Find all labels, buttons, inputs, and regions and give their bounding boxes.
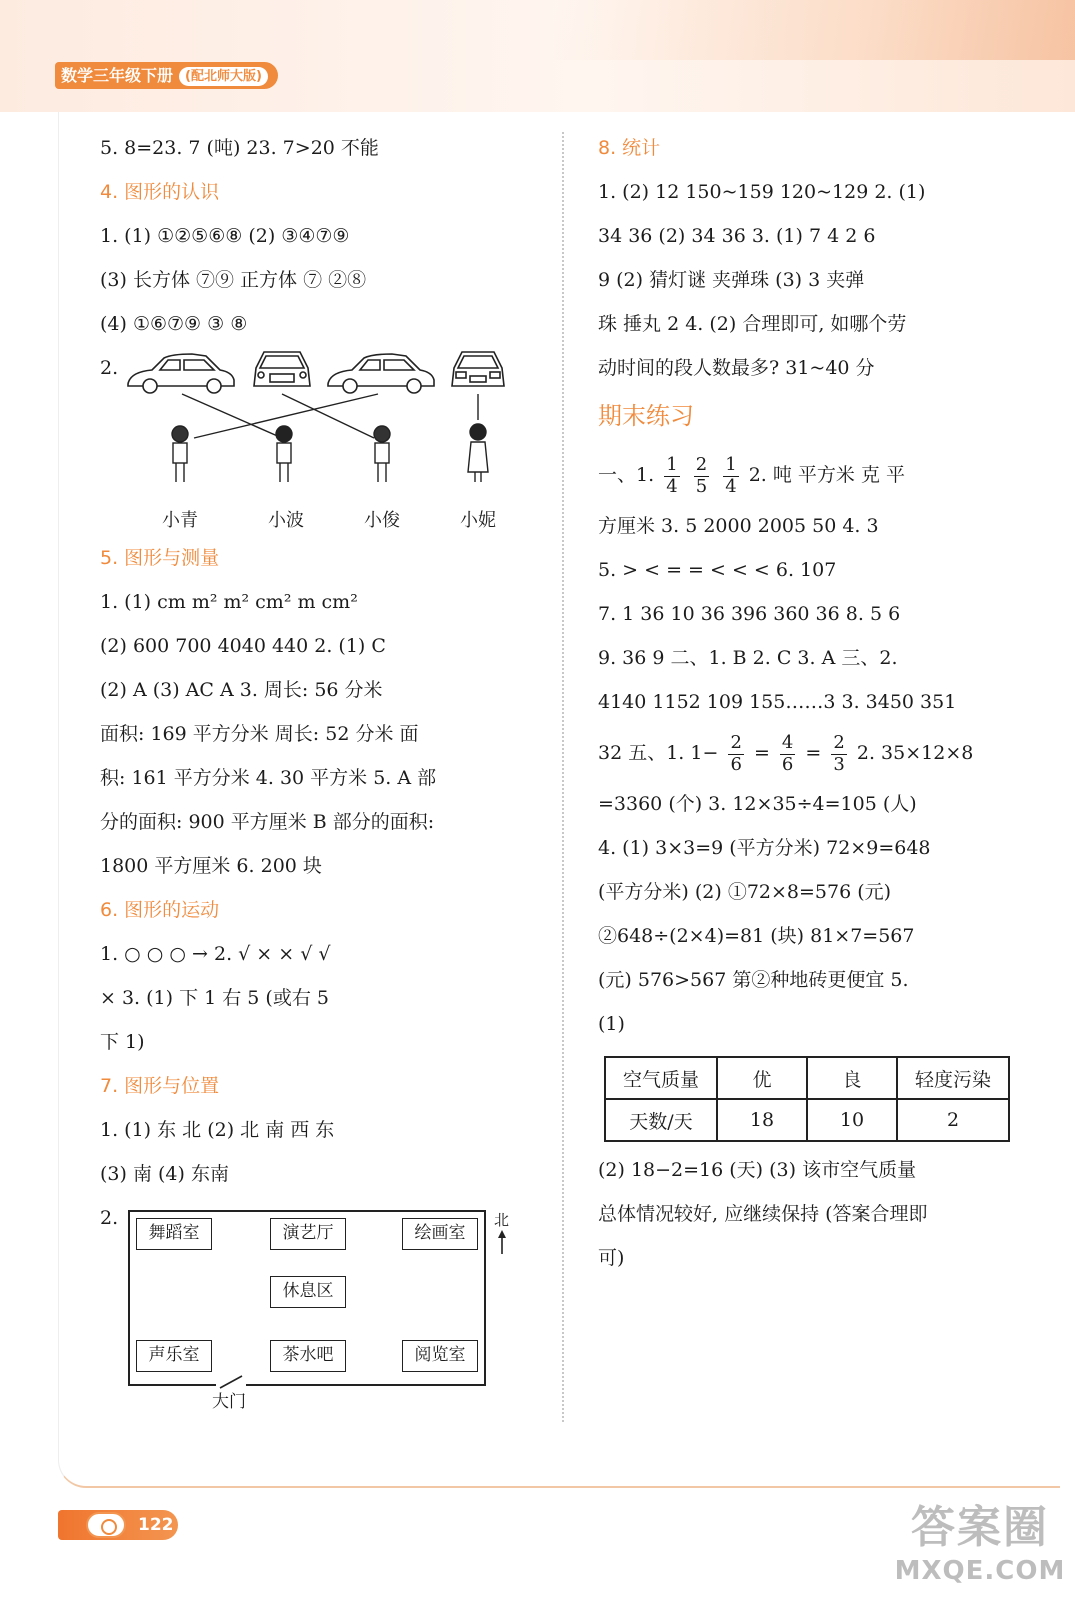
room-label: 茶水吧 [270,1340,346,1372]
site-watermark [890,1500,1070,1596]
numerator: 2 [695,453,708,475]
answer-line: 1. (1) ①②⑤⑥⑧ (2) ③④⑦⑨ [100,225,350,247]
child-icon [276,426,292,482]
fraction [723,455,738,497]
table-cell: 10 [807,1099,897,1141]
car-matching-figure [100,346,540,536]
answer-line: 7. 1 36 10 36 396 360 36 8. 5 6 [598,603,901,625]
match-line [182,394,282,438]
answer-line [598,724,1028,782]
fraction [664,455,679,497]
table-cell: 天数/天 [605,1099,717,1141]
answer-line: 5. 8=23. 7 (吨) 23. 7>20 不能 [100,137,379,159]
header-band [0,0,1075,112]
section-heading: 5. 图形与测量 [100,547,220,569]
question-number: 2. [100,357,119,379]
answer-line: (3) 南 (4) 东南 [100,1163,229,1185]
question-number: 2. [100,1207,119,1229]
answer-line: 9 (2) 猜灯谜 夹弹珠 (3) 3 夹弹 [598,269,865,291]
answer-text: 32 五、1. 1− [598,742,719,764]
north-label: 北 [494,1211,510,1229]
book-title: 数学三年级下册 [61,66,174,85]
car-rear-icon [452,352,504,386]
answer-line: (平方分米) (2) ①72×8=576 (元) [598,881,892,903]
table-header-row [605,1057,1009,1099]
section-heading: 7. 图形与位置 [100,1075,220,1097]
answer-line: =3360 (个) 3. 12×35÷4=105 (人) [598,793,917,815]
watermark-url: MXQE.COM [894,1556,1066,1586]
child-name: 小波 [268,510,304,531]
answer-line: 5. > < = = < < < 6. 107 [598,559,837,581]
numerator: 2 [730,731,742,753]
watermark-title: 答案圈 [911,1502,1049,1553]
answer-line: 4140 1152 109 155……3 3. 3450 351 [598,691,957,713]
answer-line: (元) 576>567 第②种地砖更便宜 5. [598,969,909,991]
fraction [831,733,846,775]
section-heading: 8. 统计 [598,137,661,159]
room-label: 绘画室 [402,1218,478,1250]
north-arrow-icon [496,1228,508,1254]
match-line [282,394,374,438]
answer-line: 1. (1) cm m² m² cm² m cm² [100,591,358,613]
answer-text: 一、1. [598,464,655,486]
answer-line: (1) [598,1013,625,1035]
answer-line: 34 36 (2) 34 36 3. (1) 7 4 2 6 [598,225,876,247]
answer-line: ②648÷(2×4)=81 (块) 81×7=567 [598,925,915,947]
equals-sign: = [805,742,822,764]
answer-line: (2) A (3) AC A 3. 周长: 56 分米 [100,679,383,701]
air-quality-table [604,1056,1010,1142]
denominator: 4 [725,475,737,497]
answer-line: 总体情况较好, 应继续保持 (答案合理即 [598,1203,928,1225]
room-label: 舞蹈室 [136,1218,212,1250]
section-heading: 4. 图形的认识 [100,181,220,203]
right-column [598,126,1028,1280]
room-label: 阅览室 [402,1340,478,1372]
child-icon [172,426,188,482]
answer-line: 下 1) [100,1031,145,1053]
table-cell: 空气质量 [605,1057,717,1099]
child-icon [374,426,390,482]
answer-line: 1. (2) 12 150~159 120~129 2. (1) [598,181,926,203]
table-cell: 优 [717,1057,807,1099]
answer-line: 珠 捶丸 2 4. (2) 合理即可, 如哪个劳 [598,313,907,335]
numerator: 1 [725,453,737,475]
car-side-icon [128,354,234,393]
book-edition: (配北师大版) [179,67,268,86]
answer-line: 1. (1) 东 北 (2) 北 南 西 东 [100,1119,335,1141]
answer-line: 9. 36 9 二、1. B 2. C 3. A 三、2. [598,647,898,669]
denominator: 6 [781,753,794,775]
answer-text: 2. 吨 平方米 克 平 [748,464,905,486]
answer-line: 1. ○ ○ ○ → 2. √ × × √ √ [100,943,331,965]
answer-line: × 3. (1) 下 1 右 5 (或右 5 [100,987,329,1009]
car-front-icon [254,352,310,386]
floor-plan-figure [100,1196,540,1412]
denominator: 3 [833,753,845,775]
left-column [100,126,540,1412]
table-cell: 18 [717,1099,807,1141]
denominator: 6 [730,753,742,775]
answer-line: 动时间的段人数最多? 31~40 分 [598,357,875,379]
child-name: 小俊 [364,510,400,531]
page-badge-icon [86,1512,126,1538]
answer-line: 4. (1) 3×3=9 (平方分米) 72×9=648 [598,837,931,859]
answer-line: 积: 161 平方分米 4. 30 平方米 5. A 部 [100,767,437,789]
table-row [605,1099,1009,1141]
page-number: 122 [138,1515,174,1535]
room-label: 声乐室 [136,1340,212,1372]
section-heading: 6. 图形的运动 [100,899,220,921]
answer-line: 可) [598,1247,625,1269]
gate-label: 大门 [212,1392,246,1412]
car-side-icon [328,354,434,393]
answer-line: 1800 平方厘米 6. 200 块 [100,855,322,877]
room-label: 休息区 [270,1276,346,1308]
answer-line: (2) 600 700 4040 440 2. (1) C [100,635,386,657]
table-cell: 轻度污染 [897,1057,1009,1099]
column-divider [562,132,564,1422]
numerator: 1 [666,453,678,475]
fraction [694,455,709,497]
answer-line: 分的面积: 900 平方厘米 B 部分的面积: [100,811,435,833]
fraction [780,733,795,775]
numerator: 2 [833,731,845,753]
numerator: 4 [781,731,794,753]
final-practice-heading: 期末练习 [598,402,694,430]
denominator: 5 [695,475,708,497]
answer-line: 面积: 169 平方分米 周长: 52 分米 面 [100,723,419,745]
answer-text: 2. 35×12×8 [856,742,974,764]
answer-line: (4) ①⑥⑦⑨ ③ ⑧ [100,313,248,335]
equals-sign: = [753,742,770,764]
answer-line: 方厘米 3. 5 2000 2005 50 4. 3 [598,515,879,537]
book-title-tag [55,62,278,89]
fraction [728,733,743,775]
room-label: 演艺厅 [270,1218,346,1250]
child-icon [468,424,488,482]
child-name: 小青 [162,510,198,531]
table-cell: 良 [807,1057,897,1099]
denominator: 4 [666,475,678,497]
answer-line [598,446,1028,504]
table-cell: 2 [897,1099,1009,1141]
child-name: 小妮 [460,510,496,531]
answer-line: (3) 长方体 ⑦⑨ 正方体 ⑦ ②⑧ [100,269,367,291]
answer-line: (2) 18−2=16 (天) (3) 该市空气质量 [598,1159,917,1181]
